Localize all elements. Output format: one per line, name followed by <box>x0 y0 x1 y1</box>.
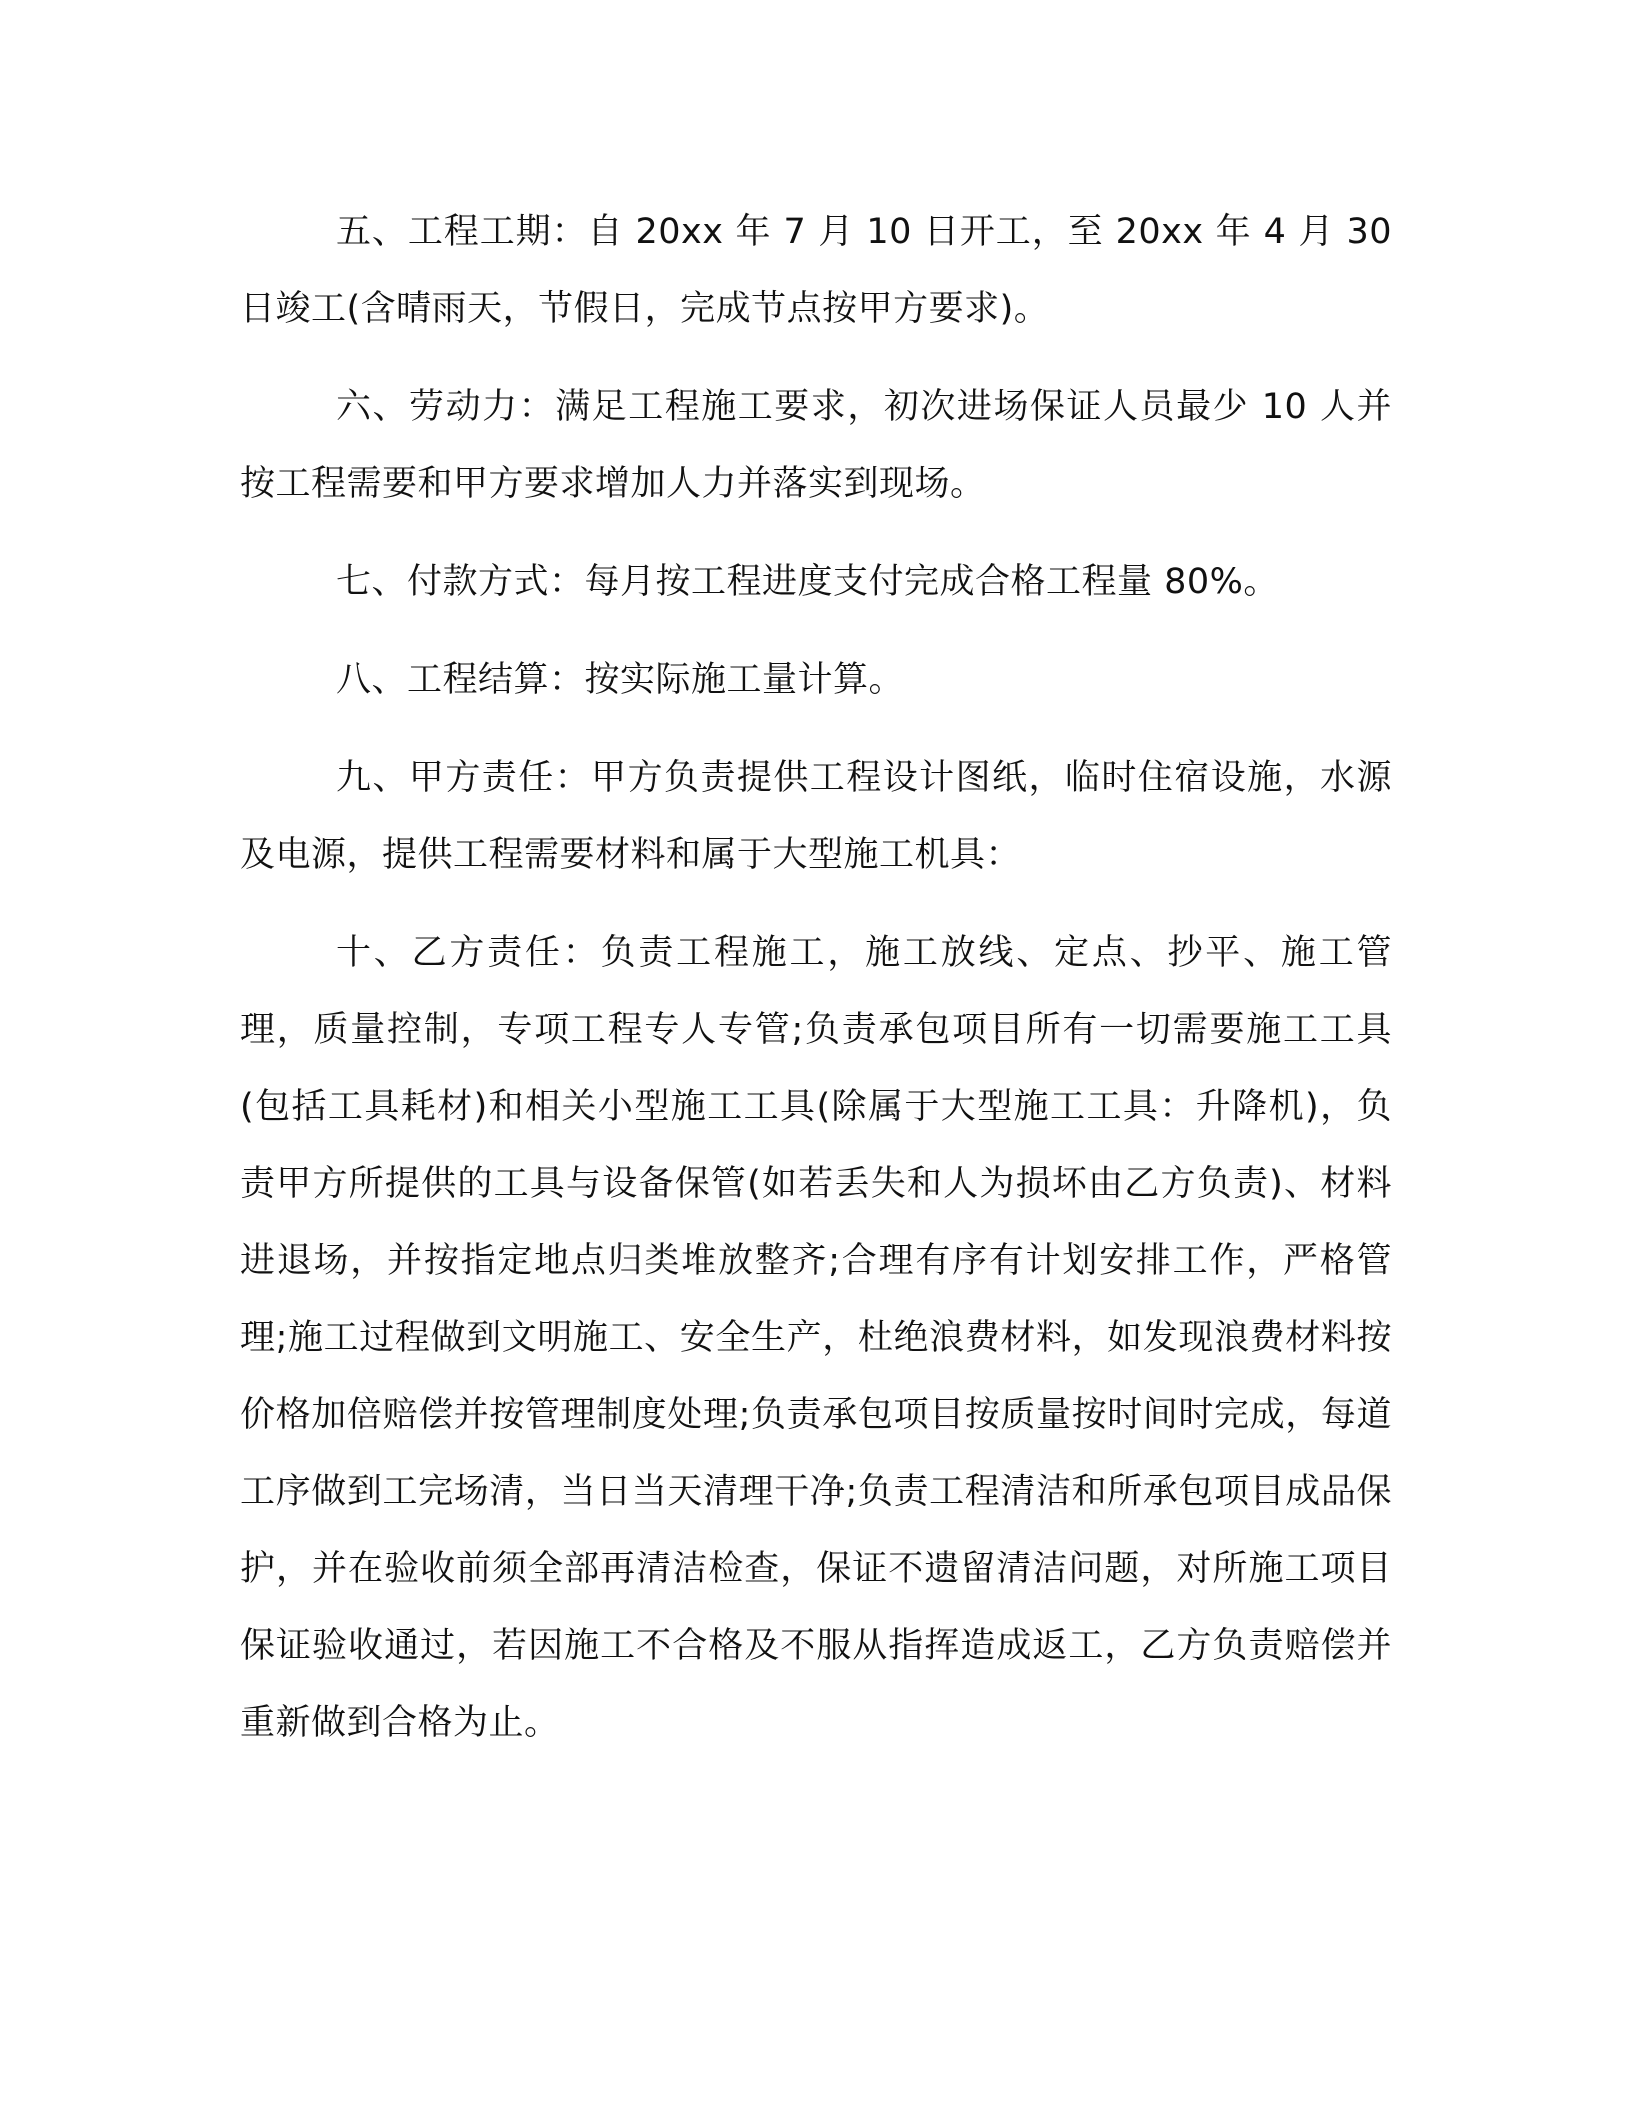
paragraph-construction-period: 五、工程工期：自 20xx 年 7 月 10 日开工，至 20xx 年 4 月 30 日竣工(含晴雨天，节假日，完成节点按甲方要求)。 <box>240 212 1392 329</box>
document-body <box>240 194 1392 1783</box>
paragraph-party-a-responsibility: 九、甲方责任：甲方负责提供工程设计图纸，临时住宿设施，水源及电源，提供工程需要材料和属于大型施工机具： <box>240 758 1392 875</box>
paragraph-labor: 六、劳动力：满足工程施工要求，初次进场保证人员最少 10 人并按工程需要和甲方要求增加人力并落实到现场。 <box>240 387 1392 504</box>
paragraph-settlement: 八、工程结算：按实际施工量计算。 <box>336 660 905 700</box>
paragraph-payment-method: 七、付款方式：每月按工程进度支付完成合格工程量 80%。 <box>336 562 1279 602</box>
paragraph-party-b-responsibility: 十、乙方责任：负责工程施工，施工放线、定点、抄平、施工管理，质量控制，专项工程专人专管;负责承包项目所有一切需要施工工具(包括工具耗材)和相关小型施工工具(除属于大型施工工具：升降机)，负责甲方所提供的工具与设备保管(如若丢失和人为损坏由乙方负责)、材料进退场，并按指定地点归类堆放整齐;合理有序有计划安排工作，严格管理;施工过程做到文明施工、安全生产，杜绝浪费材料，如发现浪费材料按价格加倍赔偿并按管理制度处理;负责承包项目按质量按时间时完成，每道工序做到工完场清，当日当天清理干净;负责工程清洁和所承包项目成品保护，并在验收前须全部再清洁检查，保证不遗留清洁问题，对所施工项目保证验收通过，若因施工不合格及不服从指挥造成返工，乙方负责赔偿并重新做到合格为止。 <box>240 933 1392 1743</box>
